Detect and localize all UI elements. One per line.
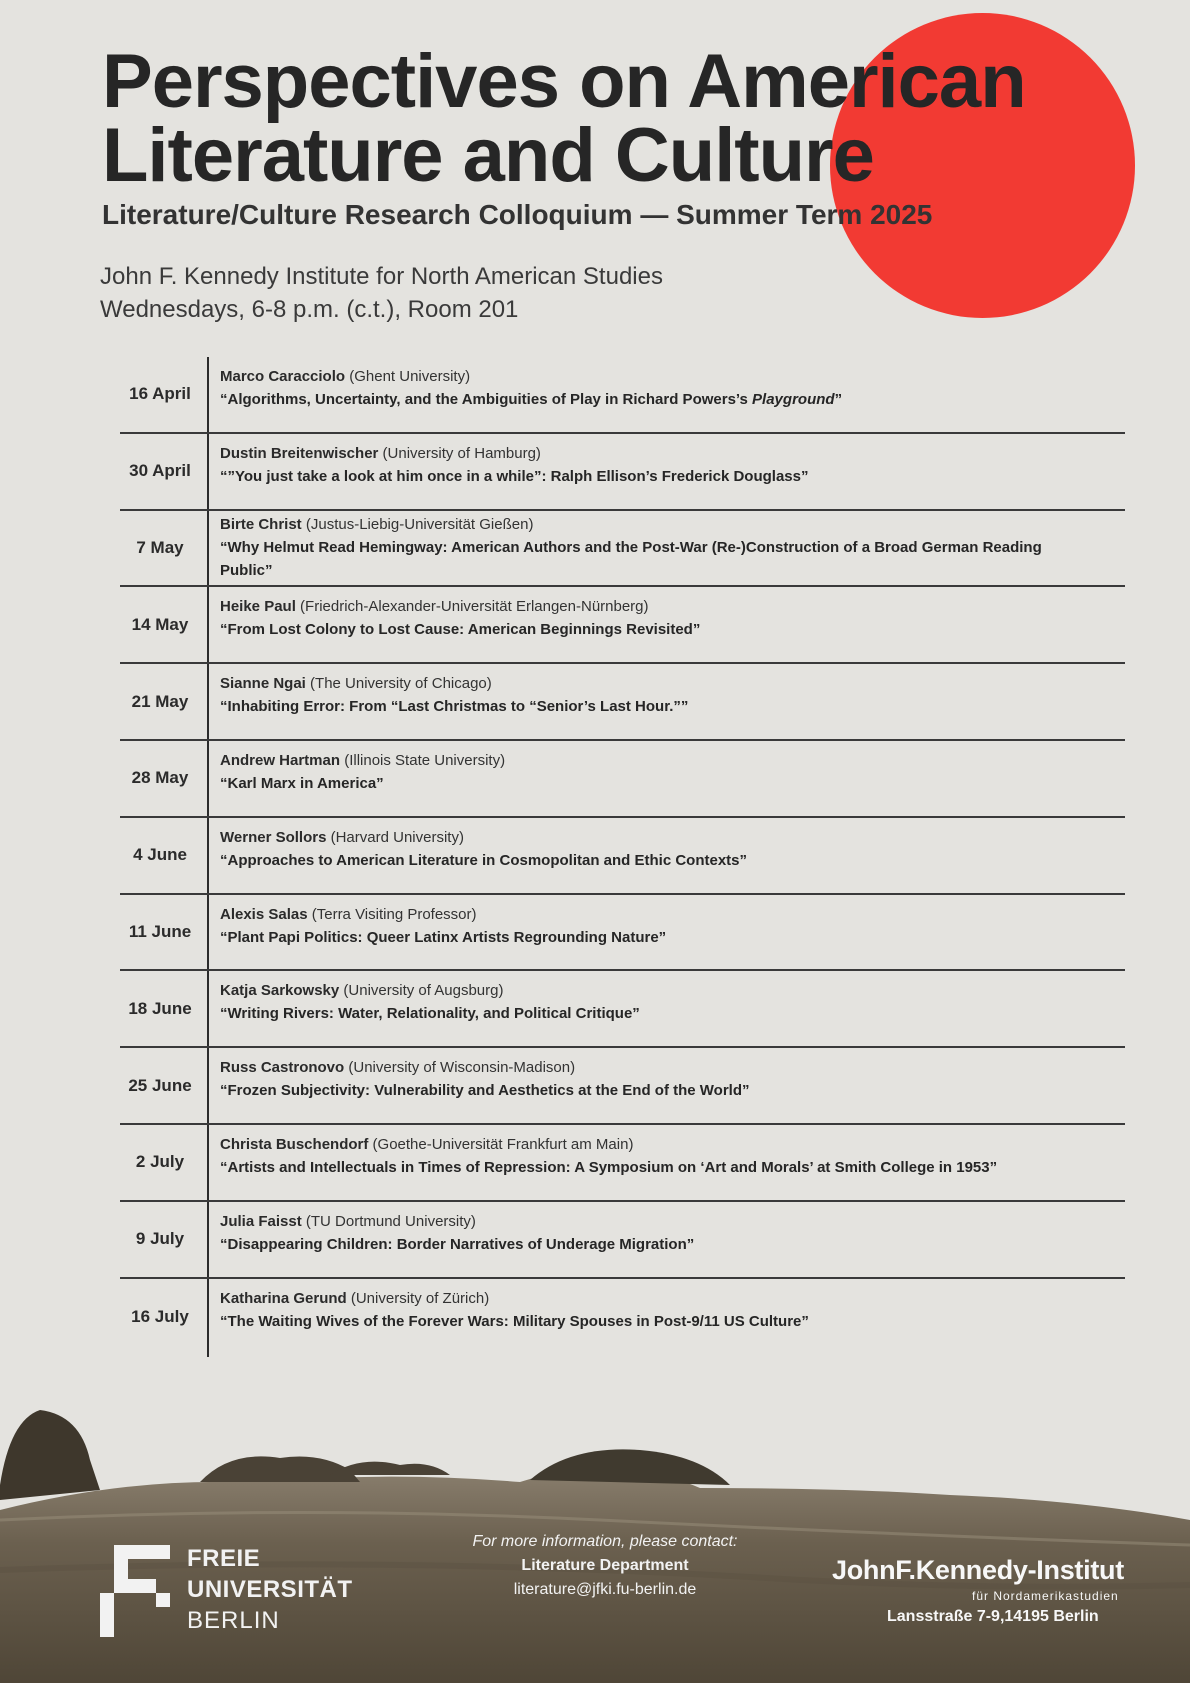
session-speaker: Sianne Ngai — [220, 675, 306, 693]
institute-info — [100, 260, 663, 326]
session-entry — [220, 1056, 1125, 1102]
session-date: 25 June — [128, 1075, 192, 1095]
jfk-institute-logo — [832, 1555, 1162, 1625]
session-affiliation: (Justus-Liebig-Universität Gießen) — [305, 515, 534, 533]
session-affiliation: (Terra Visiting Professor) — [311, 905, 477, 923]
contact-email[interactable]: literature@jfki.fu-berlin.de — [513, 1581, 697, 1598]
jfk-name: JohnF.Kennedy-Institut — [832, 1555, 1124, 1585]
session-date: 11 June — [128, 921, 192, 941]
session-row — [120, 818, 1125, 895]
contact-intro: For more information, please contact: — [472, 1533, 738, 1550]
session-row — [120, 1202, 1125, 1279]
session-row — [120, 741, 1125, 818]
institute-name: John F. Kennedy Institute for North American Studies — [100, 263, 663, 290]
session-title-text: “Algorithms, Uncertainty, and the Ambiguities of Play in Richard Powers’s — [220, 391, 753, 408]
session-date: 14 May — [131, 614, 189, 634]
jfk-address: Lansstraße 7-9,14195 Berlin — [887, 1608, 1099, 1625]
schedule-table — [120, 357, 1125, 1355]
session-speaker: Alexis Salas — [220, 905, 308, 923]
session-speaker: Marco Caracciolo — [220, 368, 346, 385]
session-title — [220, 388, 1125, 411]
session-row — [120, 664, 1125, 741]
session-title: “The Waiting Wives of the Forever Wars: Military Spouses in Post-9/11 US Culture” — [220, 1312, 809, 1330]
session-date: 18 June — [128, 998, 192, 1018]
session-title: “Approaches to American Literature in Cosmopolitan and Ethic Contexts” — [220, 851, 748, 869]
session-row — [120, 971, 1125, 1048]
session-title-italic: Playground — [752, 391, 835, 408]
fu-line-berlin: BERLIN — [187, 1607, 280, 1634]
session-speaker: Julia Faisst — [220, 1212, 302, 1230]
session-affiliation: (TU Dortmund University) — [305, 1212, 476, 1230]
poster-title — [102, 39, 1162, 198]
session-title: “Why Helmut Read Hemingway: American Authors and the Post-War (Re-)Construction of a Broad German Reading Public” — [220, 538, 1042, 579]
contact-info — [440, 1530, 770, 1602]
session-entry — [220, 442, 1125, 488]
session-entry — [220, 513, 1125, 582]
session-speaker: Andrew Hartman — [220, 751, 341, 769]
session-speaker: Werner Sollors — [220, 828, 327, 846]
session-entry — [220, 595, 1125, 641]
session-affiliation: (Harvard University) — [330, 828, 464, 846]
session-row — [120, 434, 1125, 511]
session-speaker: Katharina Gerund — [220, 1289, 347, 1307]
session-row — [120, 895, 1125, 972]
session-row — [120, 1125, 1125, 1202]
session-title: “Artists and Intellectuals in Times of Repression: A Symposium on ‘Art and Morals’ at Smith College in 1953” — [220, 1158, 998, 1176]
poster-subtitle: Literature/Culture Research Colloquium — Summer Term 2025 — [102, 199, 933, 230]
fu-line-freie: FREIE — [187, 1545, 261, 1572]
session-date: 7 May — [136, 537, 184, 557]
session-entry — [220, 1210, 1125, 1256]
session-date: 28 May — [131, 768, 189, 788]
session-title: “Writing Rivers: Water, Relationality, and Political Critique” — [220, 1005, 640, 1023]
session-date: 4 June — [133, 845, 187, 865]
session-affiliation: (University of Augsburg) — [343, 982, 504, 1000]
session-date: 2 July — [135, 1152, 185, 1172]
session-date: 9 July — [135, 1229, 185, 1249]
session-row — [120, 511, 1125, 588]
session-affiliation: (University of Wisconsin-Madison) — [348, 1059, 576, 1077]
title-line-1: Perspectives on American — [102, 39, 1026, 124]
session-title-end: ” — [834, 391, 843, 408]
session-title: “Frozen Subjectivity: Vulnerability and Aesthetics at the End of the World” — [220, 1082, 750, 1100]
session-entry — [220, 1133, 1125, 1179]
session-entry — [220, 365, 1125, 411]
session-speaker: Heike Paul — [220, 598, 296, 616]
session-affiliation: (Goethe-Universität Frankfurt am Main) — [372, 1135, 634, 1153]
session-row — [120, 1279, 1125, 1356]
session-affiliation: (University of Zürich) — [350, 1289, 490, 1307]
session-entry — [220, 672, 1125, 718]
session-title: “From Lost Colony to Lost Cause: American Beginnings Revisited” — [220, 621, 701, 639]
session-title: “Karl Marx in America” — [220, 774, 384, 792]
session-row — [120, 1048, 1125, 1125]
contact-department: Literature Department — [521, 1557, 689, 1574]
session-title: “Plant Papi Politics: Queer Latinx Artists Regrounding Nature” — [220, 928, 667, 946]
session-entry — [220, 903, 1125, 949]
session-speaker: Dustin Breitenwischer — [220, 444, 379, 462]
session-date: 16 July — [131, 1306, 189, 1326]
title-line-2: Literature and Culture — [102, 113, 874, 198]
session-affiliation: (The University of Chicago) — [310, 675, 492, 693]
session-row — [120, 587, 1125, 664]
fu-line-universitaet: UNIVERSITÄT — [187, 1576, 353, 1603]
session-affiliation: (Friedrich-Alexander-Universität Erlangen-Nürnberg) — [300, 598, 649, 616]
session-entry — [220, 979, 1125, 1025]
session-title: “”You just take a look at him once in a while”: Ralph Ellison’s Frederick Douglass” — [220, 467, 809, 485]
session-affiliation: (University of Hamburg) — [382, 444, 541, 462]
session-date: 16 April — [129, 384, 191, 404]
session-entry — [220, 749, 1125, 795]
session-date: 21 May — [131, 691, 189, 711]
session-row — [120, 357, 1125, 434]
landscape-photo — [0, 1370, 1190, 1683]
session-entry — [220, 826, 1125, 872]
fu-berlin-logo-icon — [100, 1545, 170, 1637]
session-speaker: Birte Christ — [220, 515, 302, 533]
session-affiliation: (Ghent University) — [349, 368, 471, 385]
session-date: 30 April — [129, 461, 191, 481]
session-speaker: Christa Buschendorf — [220, 1135, 369, 1153]
session-speaker: Katja Sarkowsky — [220, 982, 340, 1000]
session-title: “Inhabiting Error: From “Last Christmas to “Senior’s Last Hour.”” — [220, 698, 689, 716]
session-entry — [220, 1287, 1125, 1333]
session-affiliation: (Illinois State University) — [344, 751, 506, 769]
session-speaker: Russ Castronovo — [220, 1059, 345, 1077]
fu-berlin-wordmark — [187, 1543, 353, 1636]
session-title: “Disappearing Children: Border Narratives of Underage Migration” — [220, 1235, 695, 1253]
time-and-room: Wednesdays, 6-8 p.m. (c.t.), Room 201 — [100, 296, 519, 323]
jfk-subtitle: für Nordamerikastudien — [972, 1589, 1119, 1603]
